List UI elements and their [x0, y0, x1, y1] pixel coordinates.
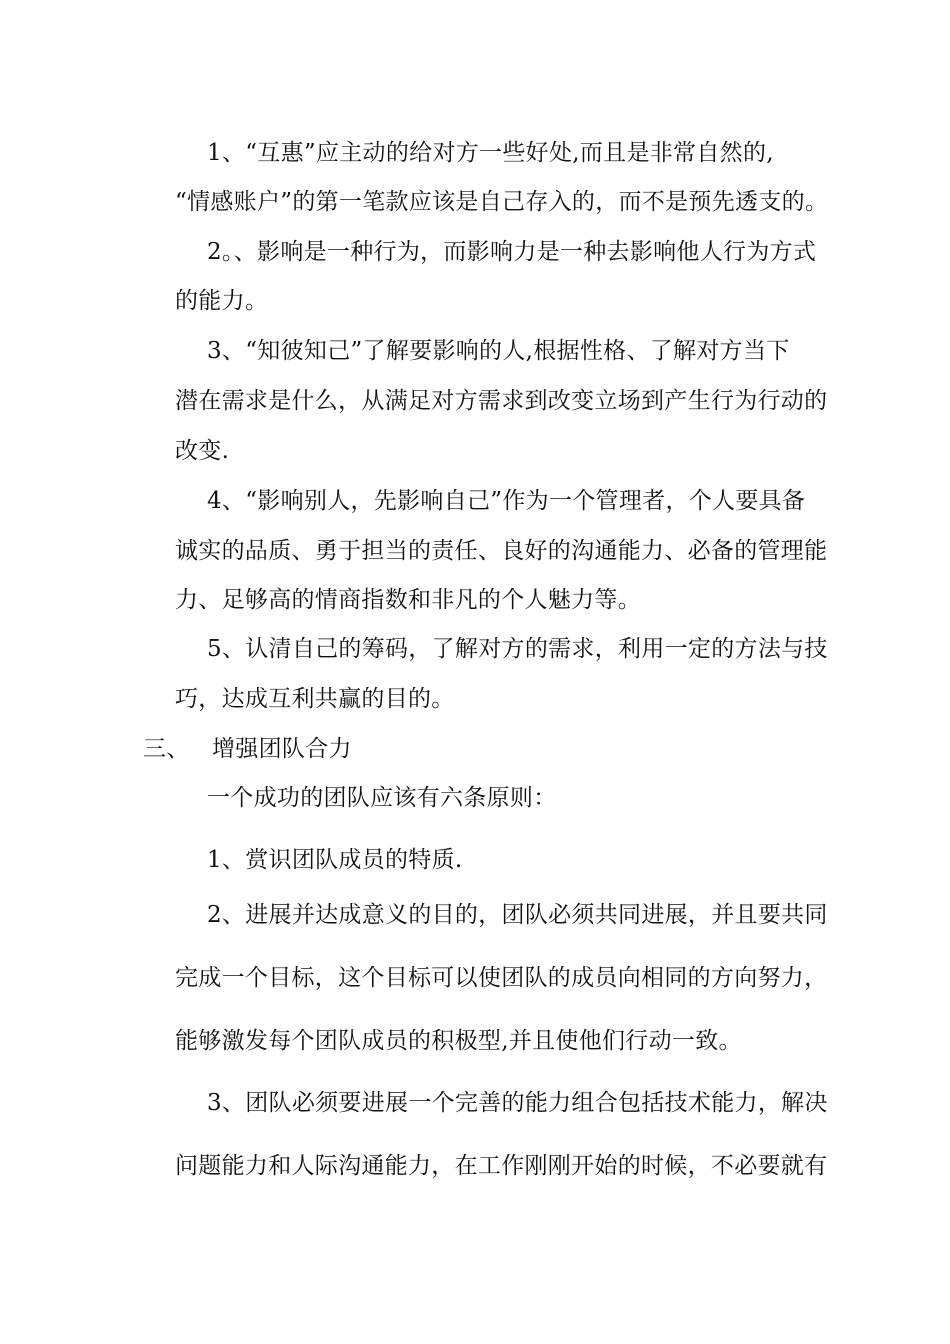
principle-2-line-2: 完成一个目标，这个目标可以使团队的成员向相同的方向努力， — [175, 965, 828, 991]
paragraph-4-line-2: 诚实的品质、勇于担当的责任、良好的沟通能力、必备的管理能 — [175, 538, 828, 564]
paragraph-2-line-1: 2。、影响是一种行为，而影响力是一种去影响他人行为方式 — [207, 239, 817, 265]
paragraph-4-line-1: 4、“影响别人，先影响自己”作为一个管理者，个人要具备 — [207, 488, 806, 514]
paragraph-1-line-1: 1、“互惠”应主动的给对方一些好处,而且是非常自然的, — [207, 140, 774, 166]
principle-2-line-1: 2、进展并达成意义的目的，团队必须共同进展，并且要共同 — [207, 902, 828, 928]
paragraph-4-line-3: 力、足够高的情商指数和非凡的个人魅力等。 — [175, 587, 641, 613]
paragraph-3-line-3: 改变. — [175, 438, 230, 464]
intro-line: 一个成功的团队应该有六条原则： — [207, 785, 557, 811]
principle-1-line-1: 1、赏识团队成员的特质. — [207, 847, 463, 873]
paragraph-1-line-2: “情感账户”的第一笔款应该是自己存入的，而不是预先透支的。 — [175, 189, 829, 215]
paragraph-2-line-2: 的能力。 — [175, 288, 269, 314]
paragraph-5-line-2: 巧，达成互利共赢的目的。 — [175, 686, 455, 712]
paragraph-3-line-1: 3、“知彼知己”了解要影响的人,根据性格、了解对方当下 — [207, 338, 790, 364]
paragraph-5-line-1: 5、认清自己的筹码，了解对方的需求，利用一定的方法与技 — [207, 636, 828, 662]
section-title: 增强团队合力 — [212, 736, 352, 762]
paragraph-3-line-2: 潜在需求是什么，从满足对方需求到改变立场到产生行为行动的 — [175, 388, 828, 414]
section-number: 三、 — [143, 736, 190, 762]
principle-2-line-3: 能够激发每个团队成员的积极型,并且使他们行动一致。 — [175, 1028, 742, 1054]
principle-3-line-1: 3、团队必须要进展一个完善的能力组合包括技术能力，解决 — [207, 1090, 828, 1116]
principle-3-line-2: 问题能力和人际沟通能力，在工作刚刚开始的时候，不必要就有 — [175, 1153, 828, 1179]
